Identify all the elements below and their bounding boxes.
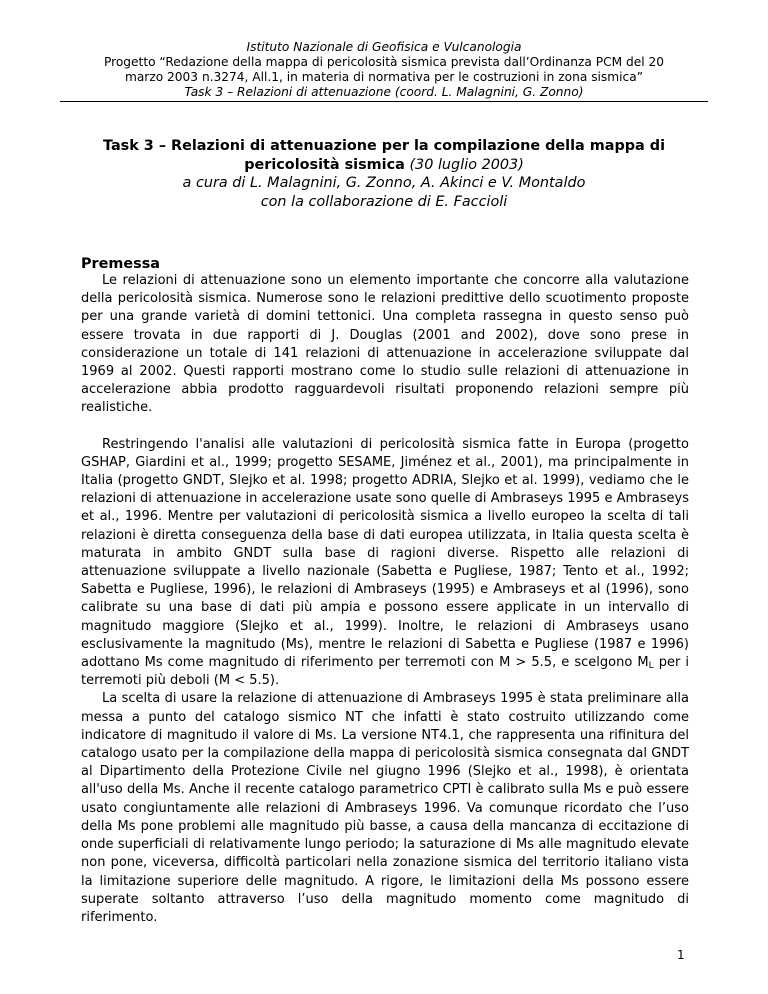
paragraph-2-tail: per i terremoti più deboli (M < 5.5). xyxy=(81,655,689,689)
magnitude-subscript: L xyxy=(648,661,654,672)
document-title-text: Task 3 – Relazioni di attenuazione per la compilazione della mappa di pericolosità sismica xyxy=(102,138,666,173)
paragraph-3: La scelta di usare la relazione di attenuazione di Ambraseys 1995 è stata preliminare alla messa a punto del catalogo sismico NT che infatti è stato costruito utilizzando come indicatore di magnitudo il valore di Ms. La versione NT4.1, che rappresenta una rifinitura del catalogo usato per la compilazione della mappa di pericolosità sismica consegnata dal GNDT al Dipartimento della Protezione Civile nel giugno 1996 (Slejko et al., 1998), è orientata all'uso della Ms. Anche il recente catalogo parametrico CPTI è calibrato sulla Ms e può essere usato congiuntamente alle relazioni di Ambraseys 1996. Va comunque ricordato che l’uso della Ms pone problemi alle magnitudo più basse, a causa della mancanza di eccitazione di onde superficiali di relativamente lungo periodo; la saturazione di Ms alle magnitudo elevate non pone, viceversa, difficoltà particolari nella zonazione sismica del territorio italiano vista la limitazione superiore delle magnitudo. A rigore, le limitazioni della Ms possono essere superate soltanto attraverso l’uso della magnitudo momento come magnitudo di riferimento. xyxy=(81,691,689,925)
body-text xyxy=(81,272,689,927)
header-divider xyxy=(60,101,708,102)
document-authors: a cura di L. Malagnini, G. Zonno, A. Akinci e V. Montaldo xyxy=(182,175,586,192)
header-project-line1: Progetto “Redazione della mappa di pericolosità sismica prevista dall’Ordinanza PCM del 20 xyxy=(103,55,665,69)
header-task: Task 3 – Relazioni di attenuazione (coord. L. Malagnini, G. Zonno) xyxy=(184,85,584,99)
header-project-line2: marzo 2003 n.3274, All.1, in materia di normativa per le costruzioni in zona sismica” xyxy=(124,70,644,84)
paragraph-1: Le relazioni di attenuazione sono un elemento importante che concorre alla valutazione della pericolosità sismica. Numerose sono le relazioni predittive dello scuotimento proposte per una grande varietà di domini tettonici. Una completa rassegna in questo senso può essere trovata in due rapporti di J. Douglas (2001 and 2002), dove sono prese in considerazione un totale di 141 relazioni di attenuazione in accelerazione sviluppate dal 1969 al 2002. Questi rapporti mostrano come lo studio sulle relazioni di attenuazione in accelerazione abbia prodotto ragguardevoli risultati proponendo relazioni sempre più realistiche. xyxy=(81,273,689,416)
page-header xyxy=(60,40,708,100)
paragraph-2-text: Restringendo l'analisi alle valutazioni di pericolosità sismica fatte in Europa (progetto GSHAP, Giardini et al., 1999; progetto SESAME, Jiménez et al., 2001), ma principalmente in Italia (progetto GNDT, Slejko et al. 1998; progetto ADRIA, Slejko et al. 1999), vediamo che le relazioni di attenuazione in accelerazione usate sono quelle di Ambraseys 1995 e Ambraseys et al., 1996. Mentre per valutazioni di pericolosità sismica a livello europeo la scelta di tali relazioni è diretta conseguenza della base di dati europea utilizzata, in Italia questa scelta è maturata in ambito GNDT sulla base di ragioni diverse. Rispetto alle relazioni di attenuazione sviluppate a livello nazionale (Sabetta e Pugliese, 1987; Tento et al., 1992; Sabetta e Pugliese, 1996), le relazioni di Ambraseys (1995) e Ambraseys et al (1996), sono calibrate su una base di dati più ampia e possono essere applicate in un intervallo di magnitudo maggiore (Slejko et al., 1999). Inoltre, le relazioni di Ambraseys usano esclusivamente la magnitudo (Ms), mentre le relazioni di Sabetta e Pugliese (1987 e 1996) adottano Ms come magnitudo di riferimento per terremoti con M > 5.5, e scelgono M xyxy=(81,436,689,671)
header-institute: Istituto Nazionale di Geofisica e Vulcanologia xyxy=(246,40,522,54)
document-title-block xyxy=(60,137,708,211)
page-number: 1 xyxy=(677,948,685,962)
document-title xyxy=(60,137,708,174)
section-heading: Premessa xyxy=(81,256,161,272)
document-collaboration: con la collaborazione di E. Faccioli xyxy=(260,193,508,210)
document-date: (30 luglio 2003) xyxy=(409,156,524,173)
paragraph-2 xyxy=(81,436,689,691)
